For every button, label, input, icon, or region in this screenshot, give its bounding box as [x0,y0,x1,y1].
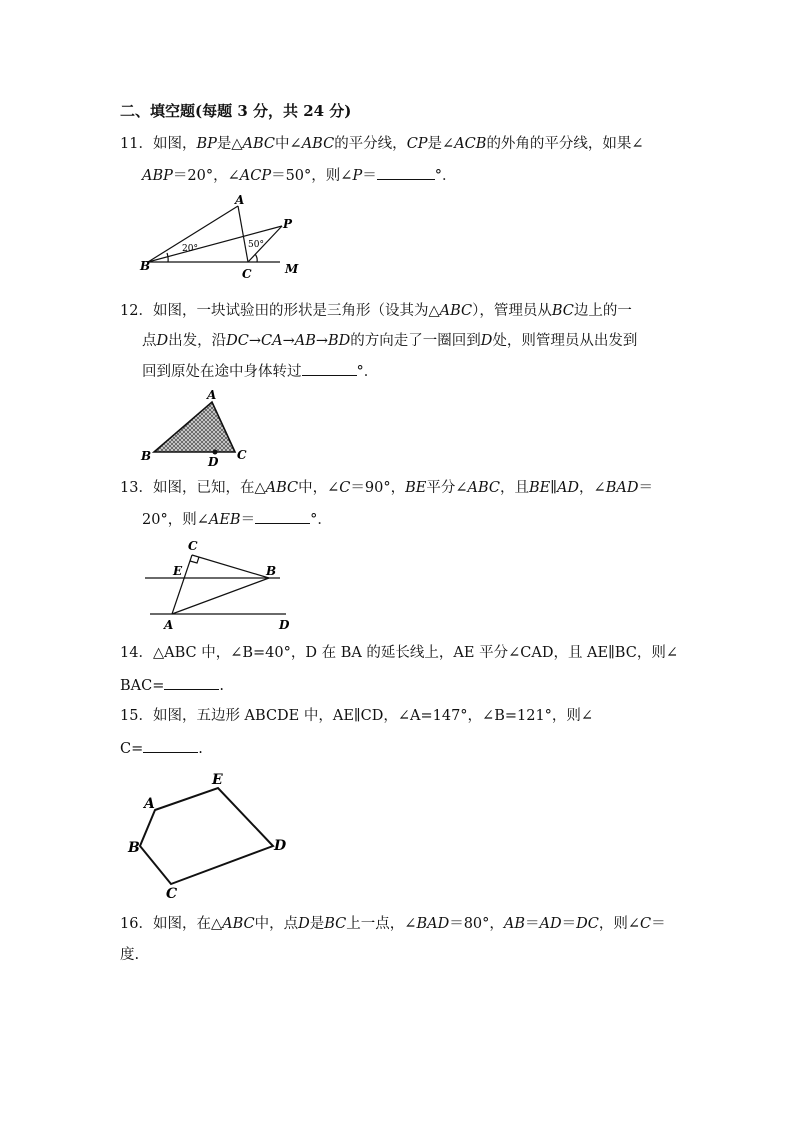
q12-answer-blank[interactable] [302,361,357,376]
q11-angle-20: 20° [182,244,198,254]
q12-label-c: C [237,448,247,462]
q13-label-a: A [164,618,174,632]
q11-figure [138,192,308,284]
q13-line1: 13．如图，已知，在△ABC中，∠C＝90°，BE平分∠ABC，且BE∥AD，∠BAD＝ [120,480,653,496]
q15-answer-blank[interactable] [143,738,198,753]
q15-label-e: E [212,772,223,788]
q12-line2: 点D出发，沿DC→CA→AB→BD的方向走了一圈回到D处，则管理员从出发到 [142,333,638,349]
q15-label-c: C [166,886,178,902]
q15-line1: 15．如图，五边形 ABCDE 中，AE∥CD，∠A=147°，∠B=121°，则∠ [120,708,594,724]
q11-label-c: C [242,267,252,281]
q16-line1: 16．如图，在△ABC中，点D是BC上一点，∠BAD＝80°，AB＝AD＝DC，则∠C＝ [120,916,666,932]
q15-figure [124,768,294,902]
q12-label-a: A [207,388,217,402]
q13-label-b: B [266,564,277,578]
q11-line1: 11．如图，BP是△ABC中∠ABC的平分线，CP是∠ACB的外角的平分线，如果∠ [120,136,644,152]
q11-angle-50: 50° [248,240,264,250]
q13-figure [140,536,300,632]
q15-label-d: D [274,838,287,854]
q11-label-p: P [283,217,293,231]
q14-line1: 14．△ABC 中，∠B=40°，D 在 BA 的延长线上，AE 平分∠CAD，且 AE∥BC，则∠ [120,645,678,661]
q13-answer-blank[interactable] [255,509,310,524]
q12-label-b: B [141,449,152,463]
q15-label-b: B [128,840,140,856]
q11-label-m: M [285,262,299,276]
q13-label-d: D [279,618,290,632]
q12-line1: 12．如图，一块试验田的形状是三角形（设其为△ABC），管理员从BC边上的一 [120,303,632,319]
q13-line2: 20°，则∠AEB＝ °． [142,509,332,530]
q11-answer-blank[interactable] [377,165,435,180]
section-title: 二、填空题(每题 3 分，共 24 分) [120,102,352,120]
q11-label-a: A [235,193,245,207]
q11-line2: ABP＝20°，∠ACP＝50°，则∠P＝ °． [142,165,456,186]
q16-line2: 度. [120,947,140,963]
q12-figure [138,386,258,468]
q15-line2: C= . [120,738,203,759]
q14-line2: BAC= . [120,675,224,696]
q14-answer-blank[interactable] [164,675,219,690]
q13-label-c: C [188,539,198,553]
q11-label-b: B [140,259,151,273]
q15-label-a: A [144,796,155,812]
q12-label-d: D [208,455,219,469]
q13-label-e: E [173,564,183,578]
q12-line3: 回到原处在途中身体转过 °． [142,361,378,382]
